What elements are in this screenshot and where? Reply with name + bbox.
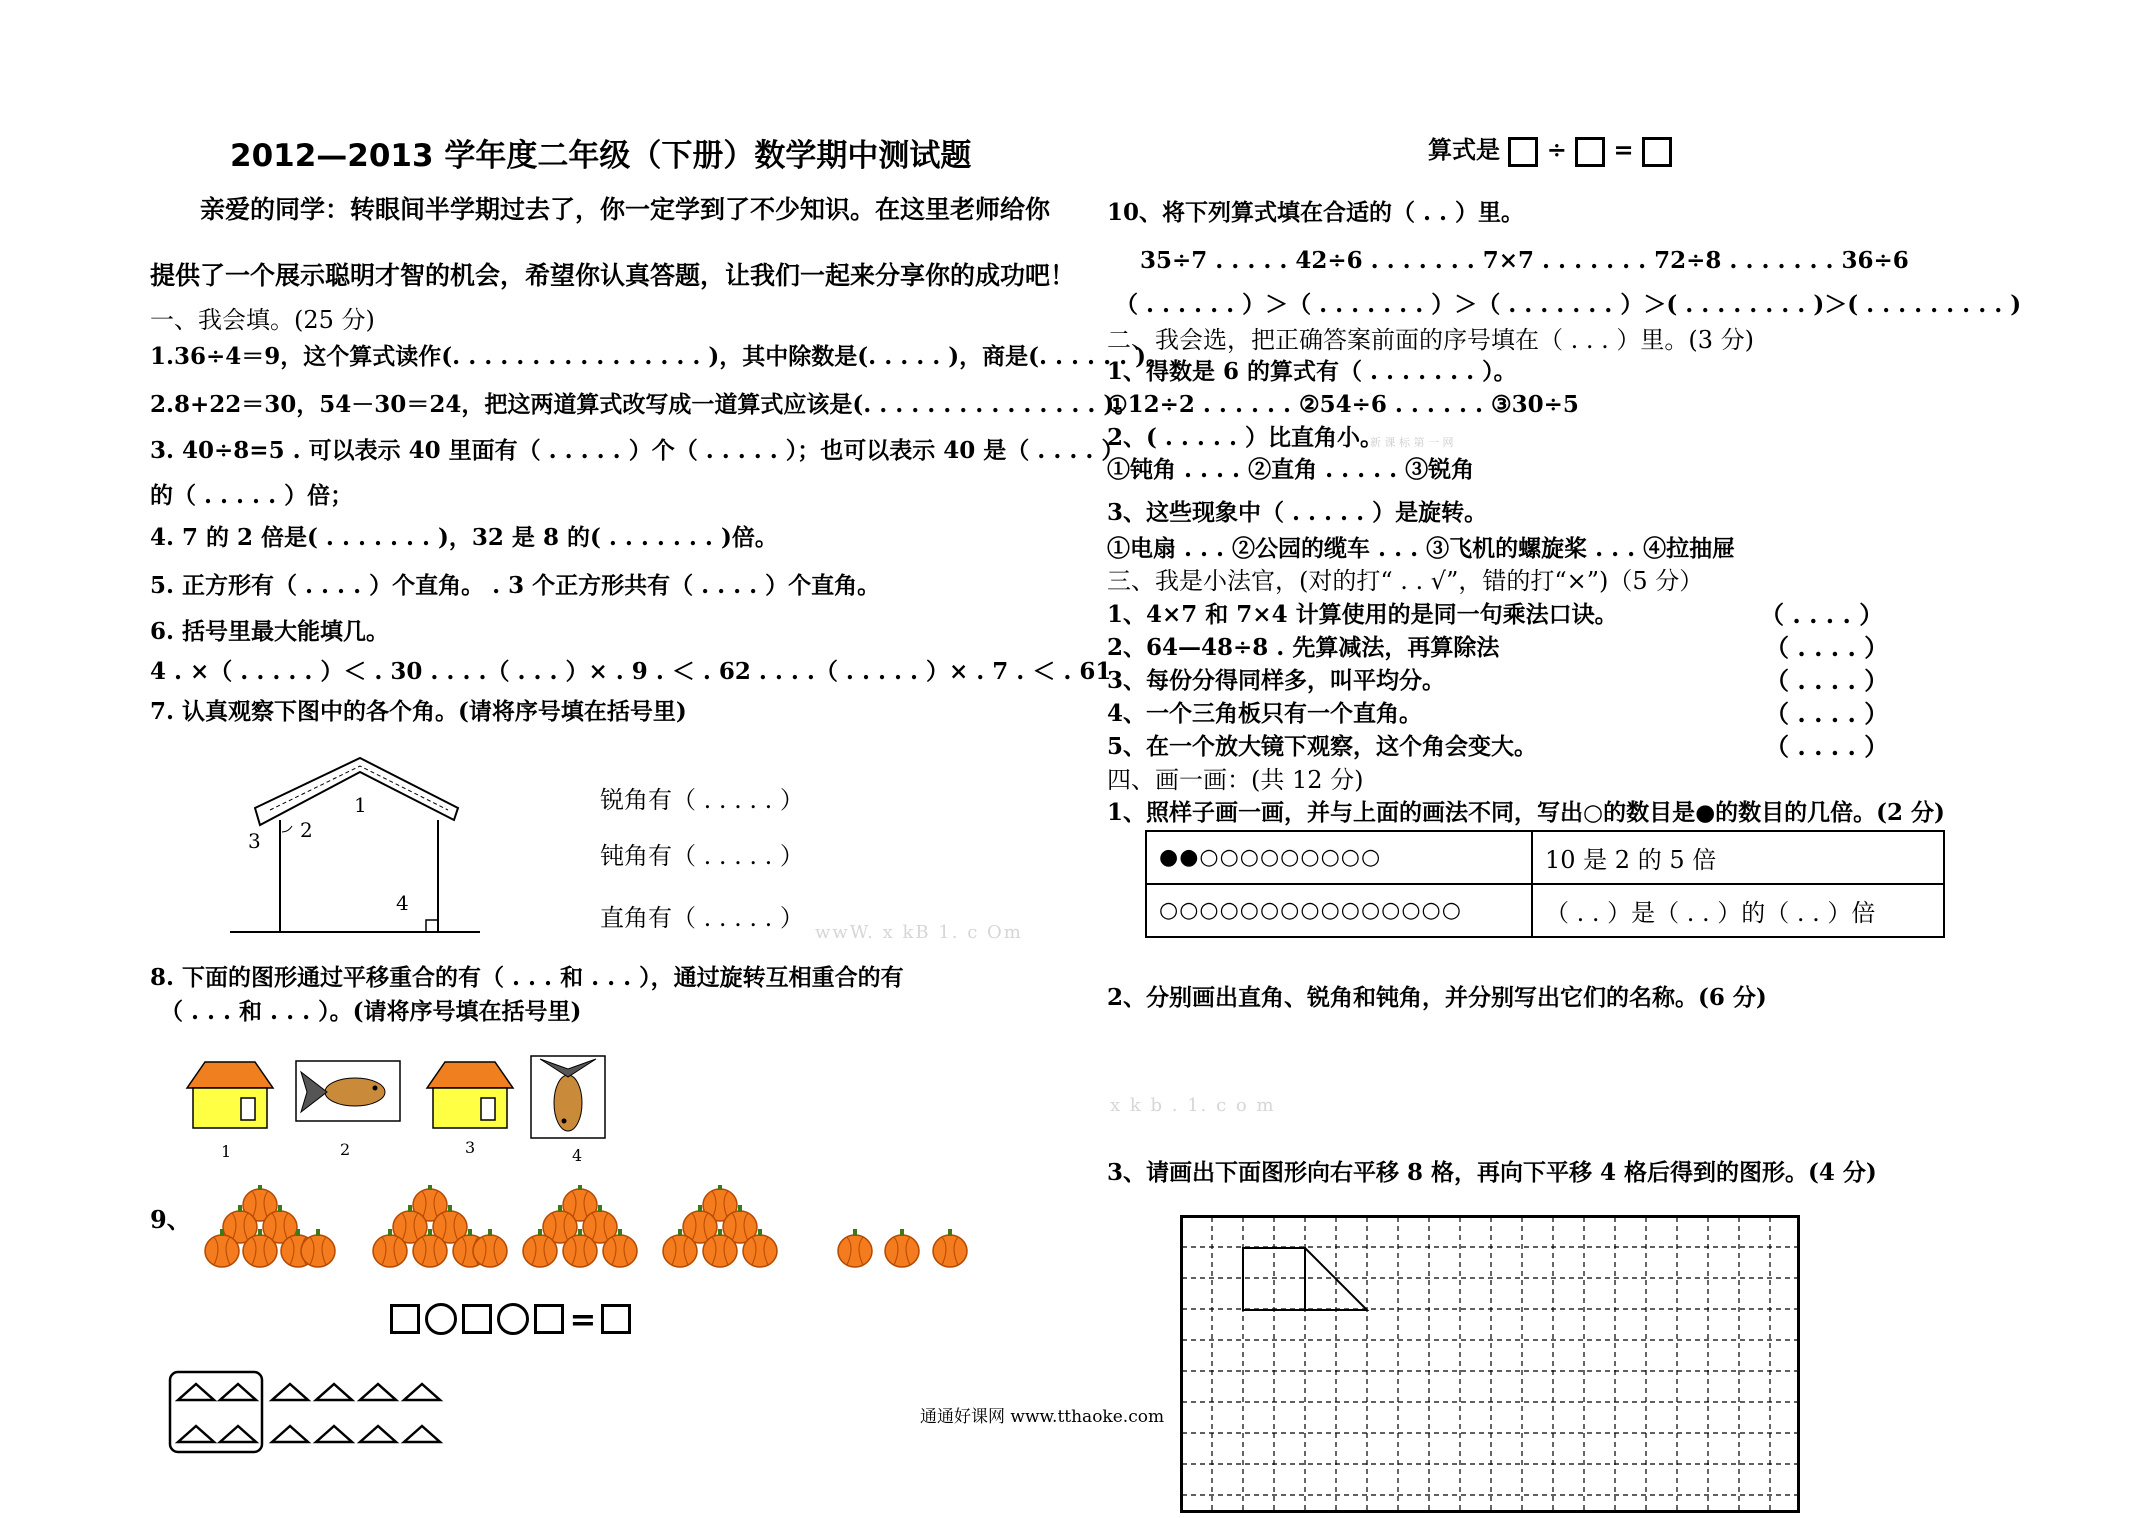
dots-ratio-table (1145, 830, 1945, 938)
s2-q2-opts: ①钝角 . . . . ②直角 . . . . . ③锐角 (1107, 456, 1475, 483)
pumpkin-groups (200, 1185, 980, 1275)
formula-box-2[interactable] (1575, 137, 1605, 167)
q9-equals-sign: = (569, 1300, 597, 1338)
s2-q2: 2、( . . . . . ）比直角小。 (1107, 424, 1383, 451)
row1-text: 10 是 2 的 5 倍 (1532, 831, 1944, 884)
s1-q9: 9、 (150, 1205, 191, 1234)
intro-line-2: 提供了一个展示聪明才智的机会，希望你认真答题，让我们一起来分享你的成功吧！ (150, 261, 1076, 290)
house-angle-diagram (230, 750, 490, 940)
house-label-1: 1 (354, 793, 367, 817)
q9-circle-2[interactable] (497, 1303, 529, 1335)
triangle-grouping-figure (168, 1370, 458, 1454)
section2-heading: 二、我会选，把正确答案前面的序号填在（ . . . ）里。(3 分) (1107, 326, 1755, 354)
watermark-3: 新 课 标 第 一 网 (1370, 436, 1454, 449)
watermark-2: x k b . 1. c o m (1110, 1095, 1276, 1116)
section1-heading: 一、我会填。(25 分) (150, 306, 375, 334)
q10-items: 35÷7 . . . . . 42÷6 . . . . . . . 7×7 . . . . . . . 72÷8 . . . . . . . 36÷6 (1140, 247, 1909, 274)
formula-row (1428, 135, 1672, 167)
s2-q3-opts: ①电扇 . . . ②公园的缆车 . . . ③飞机的螺旋桨 . . . ④拉抽屉 (1107, 535, 1736, 562)
s1-q1: 1.36÷4＝9，这个算式读作(. . . . . . . . . . . . . . . . )，其中除数是(. . . . . )，商是(. . . . . . )。 (150, 343, 1169, 370)
s1-q3a: 3. 40÷8=5 . 可以表示 40 里面有（ . . . . . ）个（ . . . . . ）；也可以表示 40 是（ . . . . ） (150, 437, 1125, 464)
row2-dots[interactable]: ○○○○○○○○○○○○○○○ (1146, 884, 1532, 937)
s1-q8b: （ . . . 和 . . . ）。(请将序号填在括号里) (160, 998, 582, 1025)
s4-q1: 1、照样子画一画，并与上面的画法不同，写出○的数目是●的数目的几倍。(2 分) (1107, 799, 1945, 826)
s1-q4: 4. 7 的 2 倍是( . . . . . . . )，32 是 8 的( . . . . . . . )倍。 (150, 524, 778, 551)
q10-blanks[interactable]: （ . . . . . . ）＞（ . . . . . . . ）＞（ . . . . . . . ）＞( . . . . . . . . )＞( . . . . . . . . . ) (1115, 291, 2022, 318)
s3-item-2: 2、64—48÷8 . 先算减法，再算除法 (1107, 634, 1500, 661)
fish-shape-2 (295, 1060, 401, 1122)
row1-dots: ●●○○○○○○○○○ (1146, 831, 1532, 884)
s2-q1: 1、得数是 6 的算式有（ . . . . . . . ）。 (1107, 358, 1517, 385)
obtuse-answer[interactable]: 钝角有（ . . . . . ） (600, 842, 804, 870)
row2-text[interactable]: （ . . ）是（ . . ）的（ . . ）倍 (1532, 884, 1944, 937)
s3-item-5: 5、在一个放大镜下观察，这个角会变大。 (1107, 733, 1538, 760)
q9-box-3[interactable] (534, 1304, 564, 1334)
acute-answer[interactable]: 锐角有（ . . . . . ） (600, 786, 804, 814)
house-label-2: 2 (300, 818, 313, 842)
q10-heading: 10、将下列算式填在合适的（ . . ）里。 (1107, 199, 1525, 226)
shape-label-1: 1 (221, 1142, 232, 1161)
s3-item-4: 4、一个三角板只有一个直角。 (1107, 700, 1423, 727)
q9-box-2[interactable] (462, 1304, 492, 1334)
s1-q8a: 8. 下面的图形通过平移重合的有（ . . . 和 . . . ），通过旋转互相重合的有 (150, 964, 904, 991)
s2-q1-opts: ①12÷2 . . . . . . ②54÷6 . . . . . . ③30÷5 (1107, 391, 1579, 418)
shape-label-4: 4 (572, 1146, 583, 1165)
q9-box-1[interactable] (390, 1304, 420, 1334)
shape-label-2: 2 (340, 1140, 351, 1159)
s1-q6: 6. 括号里最大能填几。 (150, 618, 390, 645)
right-answer[interactable]: 直角有（ . . . . . ） (600, 904, 804, 932)
s3-answer-3[interactable]: （ . . . . ） (1765, 666, 1889, 695)
s3-answer-1[interactable]: （ . . . . ） (1760, 600, 1884, 629)
section4-heading: 四、画一画：(共 12 分) (1107, 766, 1364, 794)
formula-div-sign: ÷ (1546, 135, 1567, 164)
fish-shape-4 (530, 1055, 606, 1139)
s2-q3: 3、这些现象中（ . . . . . ）是旋转。 (1107, 499, 1488, 526)
q9-equation (390, 1300, 631, 1338)
formula-box-1[interactable] (1508, 137, 1538, 167)
s3-answer-5[interactable]: （ . . . . ） (1765, 732, 1889, 761)
s1-q3b: 的（ . . . . . ）倍； (150, 482, 354, 509)
formula-eq-sign: = (1613, 135, 1634, 164)
s4-q2: 2、分别画出直角、锐角和钝角，并分别写出它们的名称。(6 分) (1107, 984, 1767, 1011)
s3-item-3: 3、每份分得同样多，叫平均分。 (1107, 667, 1446, 694)
translation-grid[interactable] (1180, 1215, 1802, 1515)
footer-site: 通通好课网 www.tthaoke.com (920, 1407, 1165, 1427)
page-title: 2012—2013 学年度二年级（下册）数学期中测试题 (230, 138, 972, 174)
s1-q7: 7. 认真观察下图中的各个角。(请将序号填在括号里) (150, 698, 687, 725)
q9-box-result[interactable] (601, 1304, 631, 1334)
section3-heading: 三、我是小法官，(对的打“ . . √”，错的打“×”)（5 分） (1107, 567, 1704, 595)
q9-circle-1[interactable] (425, 1303, 457, 1335)
s3-item-1: 1、4×7 和 7×4 计算使用的是同一句乘法口诀。 (1107, 601, 1618, 628)
formula-label: 算式是 (1428, 135, 1500, 164)
watermark-1: wwW. x kB 1. c Om (815, 922, 1023, 943)
house-label-3: 3 (248, 829, 261, 853)
house-label-4: 4 (396, 891, 409, 915)
s1-q2: 2.8+22＝30，54－30＝24，把这两道算式改写成一道算式应该是(. . . . . . . . . . . . . . . )。 (150, 391, 1138, 418)
house-shape-3 (425, 1060, 515, 1130)
shape-label-3: 3 (465, 1138, 476, 1157)
s4-q3: 3、请画出下面图形向右平移 8 格，再向下平移 4 格后得到的图形。(4 分) (1107, 1159, 1877, 1186)
s1-q6-expr: 4 . ×（ . . . . . ）＜ . 30 . . . .（ . . . ）× . 9 . ＜ . 62 . . . .（ . . . . . ）× . 7 . ＜ . 61 (150, 658, 1112, 685)
formula-box-3[interactable] (1642, 137, 1672, 167)
s3-answer-4[interactable]: （ . . . . ） (1765, 699, 1889, 728)
s1-q5: 5. 正方形有（ . . . . ）个直角。 . 3 个正方形共有（ . . . . ）个直角。 (150, 572, 881, 599)
house-shape-1 (185, 1060, 275, 1130)
s3-answer-2[interactable]: （ . . . . ） (1765, 633, 1889, 662)
intro-line-1: 亲爱的同学：转眼间半学期过去了，你一定学到了不少知识。在这里老师给你 (200, 195, 1051, 224)
